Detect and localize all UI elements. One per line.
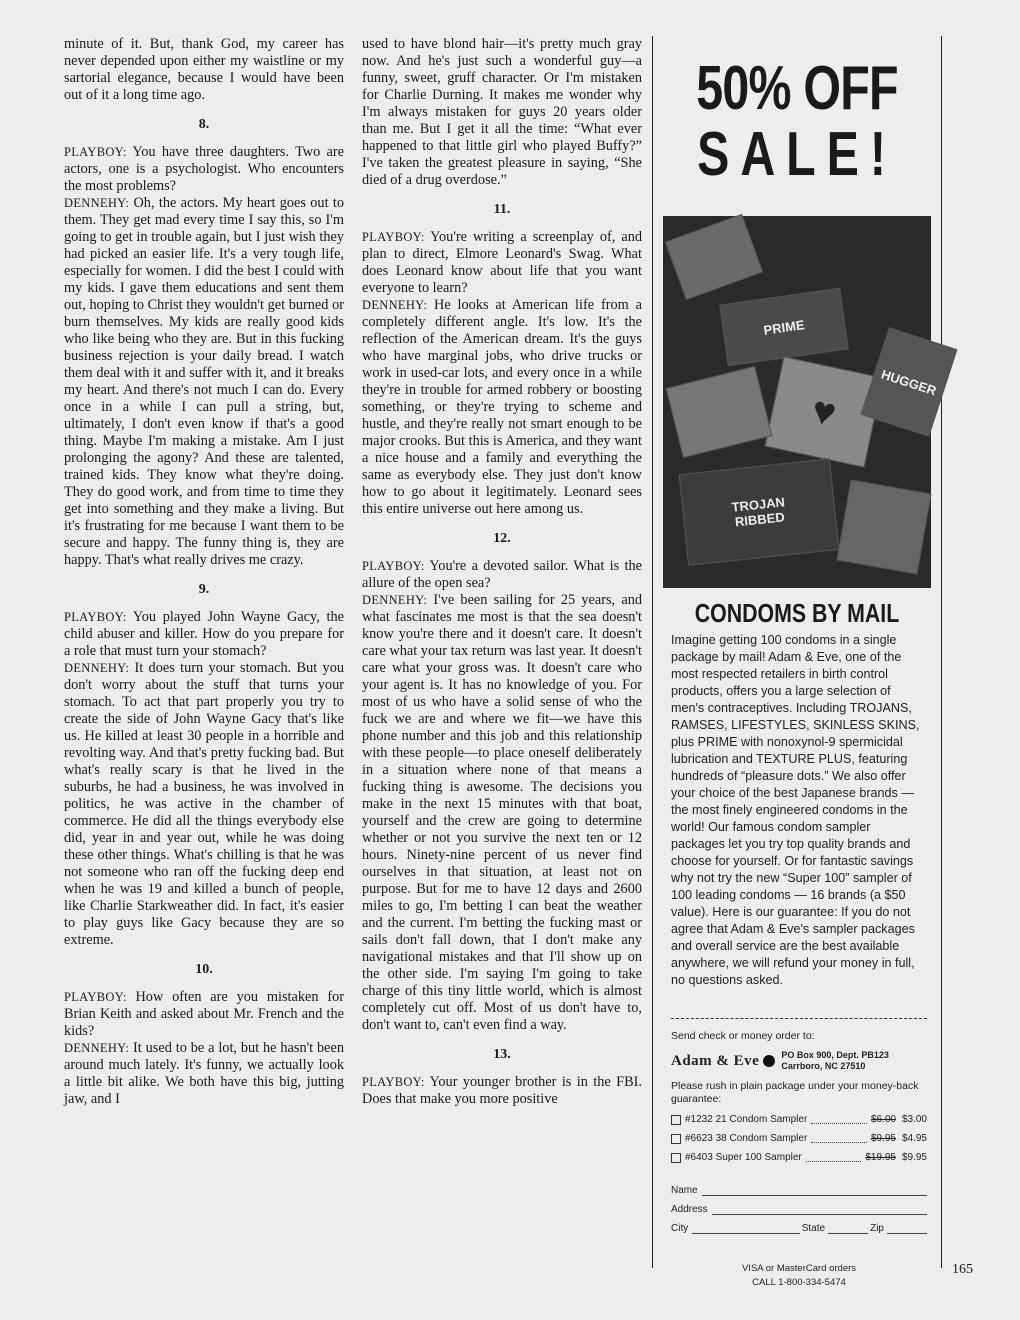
question-number: 9. — [198, 582, 210, 597]
answer — [64, 195, 344, 569]
question-text: You're writing a screenplay of, and plan to direct, Elmore Leonard's Swag. What does Leonard know about life that you want everyone to learn? — [362, 229, 643, 296]
package — [837, 480, 932, 575]
article-column-1 — [64, 36, 344, 1108]
checkbox[interactable] — [671, 1134, 681, 1144]
speaker-label: DENNEHY: — [64, 661, 130, 675]
advertisement — [652, 36, 942, 1288]
write-line[interactable] — [712, 1204, 927, 1215]
phone-number: CALL 1-800-334-5474 — [752, 1277, 846, 1288]
coupon-cut-line — [671, 1018, 927, 1019]
question-number: 11. — [493, 202, 511, 217]
paragraph: minute of it. But, thank God, my career has never depended upon either my waistline or my sartorial elegance, because I would have been out of it a long time ago. — [64, 36, 344, 103]
question-number: 13. — [493, 1047, 511, 1062]
ad-body-copy: Imagine getting 100 condoms in a single package by mail! Adam & Eve, one of the most respected retailers in birth control products, offers you a large selection of men's contraceptives. Including TROJANS, RAMSES, LIFESTYLES, SKINLESS SKINS, plus PRIME with nonoxynol-9 spermicidal lubrication and TEXTURE PLUS, featuring hundreds of “pleasure dots.” We also offer your choice of the best Japanese brands — the most finely engineered condoms in the world! Our famous condom sampler packages let you try top quality brands and choose for yourself. Or for fantastic savings why not try the new “Super 100” sampler of 100 leading condoms — 16 brands (a $50 value). Here is our guarantee: If you do not agree that Adam & Eve's sampler packages and overall service are the best available anywhere, we will refund your money in full, no questions asked. — [671, 633, 920, 987]
write-line[interactable] — [702, 1185, 927, 1196]
package-trojan — [679, 458, 840, 565]
speaker-label: DENNEHY: — [64, 196, 130, 210]
speaker-label: PLAYBOY: — [362, 230, 425, 244]
package — [666, 366, 773, 458]
ad-headline — [653, 54, 941, 189]
option-label: #1232 21 Condom Sampler — [685, 1114, 808, 1125]
field-label: Address — [671, 1204, 708, 1215]
question-text: You have three daughters. Two are actors, one is a psychologist. Who encounters the most problems? — [64, 144, 344, 194]
package-hugger: HUGGER — [861, 327, 958, 437]
question — [64, 989, 344, 1040]
write-line[interactable] — [828, 1223, 868, 1234]
question — [64, 609, 344, 660]
order-option[interactable] — [671, 1114, 927, 1125]
order-option[interactable] — [671, 1152, 927, 1163]
answer-text: Oh, the actors. My heart goes out to them. They get mad every time I say this, so I'm going to get in trouble again, but I just wish they had picked an easier life. It's a very tough life, especially for women. I did the best I could with my kids. I gave them educations and sent them out, hoping to Christ they wouldn't get burned or burn themselves. My kids are really good kids who like being who they are. But in this fucking business rejection is your daily bread. I watch them deal with it and suffer with it, and it breaks my heart. And there's not much I can do. Every once in a while I can pull a string, but, ultimately, I don't even know if that's a good thing. Maybe I'm making a mistake. Am I just prolonging the agony? And these are talented, trained kids. They know what they're doing. They do good work, and from time to time they get into something and they make a living. But it's frustrating for me because I want them to be secure and happy. The funny thing is, they are happy. That's what really drives me crazy. — [64, 195, 344, 568]
answer-text: It does turn your stomach. But you don't worry about the stuff that turns your stomach. To act that part properly you try to create the side of John Wayne Gacy that's like us. He killed at least 30 people in a horrible and revolting way. And that's pretty fucking bad. But what's really scary is that he lived in the suburbs, he had a business, he was involved in politics, he was active in the chamber of commerce. He did all the things everybody else did, year in and year out, while he was doing these other things. What's chilling is that he was not someone who ran off the fucking deep end when he was 19 and killed a bunch of people, like Charlie Starkweather did. In fact, it's easier to play guys like Gacy because they are so extreme. — [64, 660, 344, 948]
city-state-zip-field[interactable] — [671, 1223, 927, 1234]
dot-leader — [811, 1134, 867, 1143]
brand-name: Adam & Eve — [671, 1052, 760, 1069]
question-text: You played John Wayne Gacy, the child abuser and killer. How do you prepare for a role that must turn your stomach? — [64, 609, 344, 659]
package-label: RIBBED — [734, 509, 786, 530]
phone-order-info — [671, 1262, 927, 1290]
mailing-address — [781, 1050, 889, 1072]
field-label: Name — [671, 1185, 698, 1196]
sale-price: $4.95 — [901, 1133, 927, 1144]
old-price: $9.95 — [870, 1133, 896, 1144]
write-line[interactable] — [887, 1223, 927, 1234]
package-prime: PRIME — [719, 288, 848, 366]
answer — [64, 1040, 344, 1108]
article-column-2 — [362, 36, 642, 1108]
checkbox[interactable] — [671, 1115, 681, 1125]
address-line: Carrboro, NC 27510 — [781, 1061, 866, 1071]
field-label: City — [671, 1223, 689, 1234]
product-photo — [663, 216, 939, 588]
checkbox[interactable] — [671, 1153, 681, 1163]
apple-logo-icon — [763, 1055, 775, 1067]
question-number: 12. — [493, 531, 511, 546]
question — [362, 1074, 642, 1108]
old-price: $6.00 — [870, 1114, 896, 1125]
ad-headline-line-2: SALE! — [697, 120, 897, 189]
heart-icon: ♥ — [807, 387, 841, 436]
question-text: Your younger brother is in the FBI. Does that make you more positive — [362, 1074, 642, 1107]
send-instructions: Send check or money order to: — [671, 1030, 815, 1042]
order-coupon — [671, 1030, 927, 1290]
brand-row — [671, 1050, 927, 1072]
answer — [362, 297, 642, 518]
package-label: TROJAN — [730, 494, 786, 515]
card-note: VISA or MasterCard orders — [741, 1263, 857, 1274]
field-label: Zip — [870, 1223, 884, 1234]
address-line: PO Box 900, Dept. PB123 — [781, 1050, 889, 1060]
speaker-label: DENNEHY: — [362, 593, 428, 607]
answer-text: It used to be a lot, but he hasn't been around much lately. It's funny, we actually look a little bit alike. We both have this big, jutting jaw, and I — [64, 1040, 344, 1107]
speaker-label: PLAYBOY: — [362, 1075, 425, 1089]
package — [665, 214, 763, 300]
speaker-label: DENNEHY: — [64, 1041, 130, 1055]
question-text: How often are you mistaken for Brian Keith and asked about Mr. French and the kids? — [64, 989, 345, 1039]
rush-note: Please rush in plain package under your money-back guarantee: — [671, 1080, 919, 1105]
question-number: 10. — [195, 962, 213, 977]
dot-leader — [806, 1153, 862, 1162]
speaker-label: PLAYBOY: — [64, 990, 127, 1004]
question — [362, 558, 642, 592]
page-number: 165 — [952, 1262, 973, 1277]
question — [362, 229, 642, 297]
address-field[interactable] — [671, 1204, 927, 1215]
ad-headline-line-1: 50% OFF — [696, 54, 898, 123]
sale-price: $3.00 — [901, 1114, 927, 1125]
answer — [362, 592, 642, 1034]
ad-subheading: CONDOMS BY MAIL — [694, 598, 900, 628]
answer-text: He looks at American life from a completely different angle. It's low. It's the reflection of the American dream. It's the guys who have marginal jobs, who drive trucks or work in used-car lots, and every once in a while they're in trouble for armed robbery or boosting something, or they're trying to scheme and hustle, and they're really not smart enough to be major crooks. But this is America, and they want a nice house and a family and everything the same as everybody else. They just don't know how to go about it legitimately. Leonard sees this entire universe out here among us. — [362, 297, 642, 517]
speaker-label: DENNEHY: — [362, 298, 428, 312]
order-option[interactable] — [671, 1133, 927, 1144]
old-price: $19.95 — [865, 1152, 896, 1163]
question-text: You're a devoted sailor. What is the allure of the open sea? — [362, 558, 642, 591]
answer-text: I've been sailing for 25 years, and what fascinates me most is that the sea doesn't know you're there and it doesn't care. It doesn't care what your tax return was last year. It doesn't care what your gross was. It doesn't care who your agent is. It has no knowledge of you. For most of us who have a solid sense of who the fuck we are and where we fit—we have this phone number and this job and this relationship with these people—to place oneself deliberately in a situation where none of that means a fucking thing is awesome. The decisions you make in the next 15 minutes with that boat, yourself and the crew are going to determine whether or not you survive the next ten or 12 hours. Ninety-nine percent of us never find ourselves in that situation, at least not on purpose. But for me to have 12 days and 2600 miles to go, I'm betting I can beat the weather and the current. I'm betting the fucking mast or sails don't fall down, that I don't make any navigational mistakes and that I'll show up on the other side. I'm saying I'm going to take charge of this tiny little world, which is almost completely cut off. Most of us don't have to, don't want to, can't even find a way. — [362, 592, 642, 1033]
option-label: #6403 Super 100 Sampler — [685, 1152, 802, 1163]
dot-leader — [811, 1115, 867, 1124]
option-label: #6623 38 Condom Sampler — [685, 1133, 808, 1144]
speaker-label: PLAYBOY: — [362, 559, 425, 573]
question — [64, 144, 344, 195]
write-line[interactable] — [692, 1223, 800, 1234]
speaker-label: PLAYBOY: — [64, 145, 127, 159]
question-number: 8. — [198, 117, 210, 132]
speaker-label: PLAYBOY: — [64, 610, 127, 624]
paragraph: used to have blond hair—it's pretty much gray now. And he's just such a wonderful guy—a funny, sweet, gruff character. Or I'm mistaken for Charlie Durning. It makes me wonder why I'm always mistaken for guys 20 years older than me. But I get it all the time: “What ever happened to that little girl who played Buffy?” I've taken the greatest pleasure in saying, “She died of a drug overdose.” — [362, 36, 642, 188]
field-label: State — [801, 1223, 826, 1234]
sale-price: $9.95 — [901, 1152, 927, 1163]
name-field[interactable] — [671, 1185, 927, 1196]
answer — [64, 660, 344, 949]
